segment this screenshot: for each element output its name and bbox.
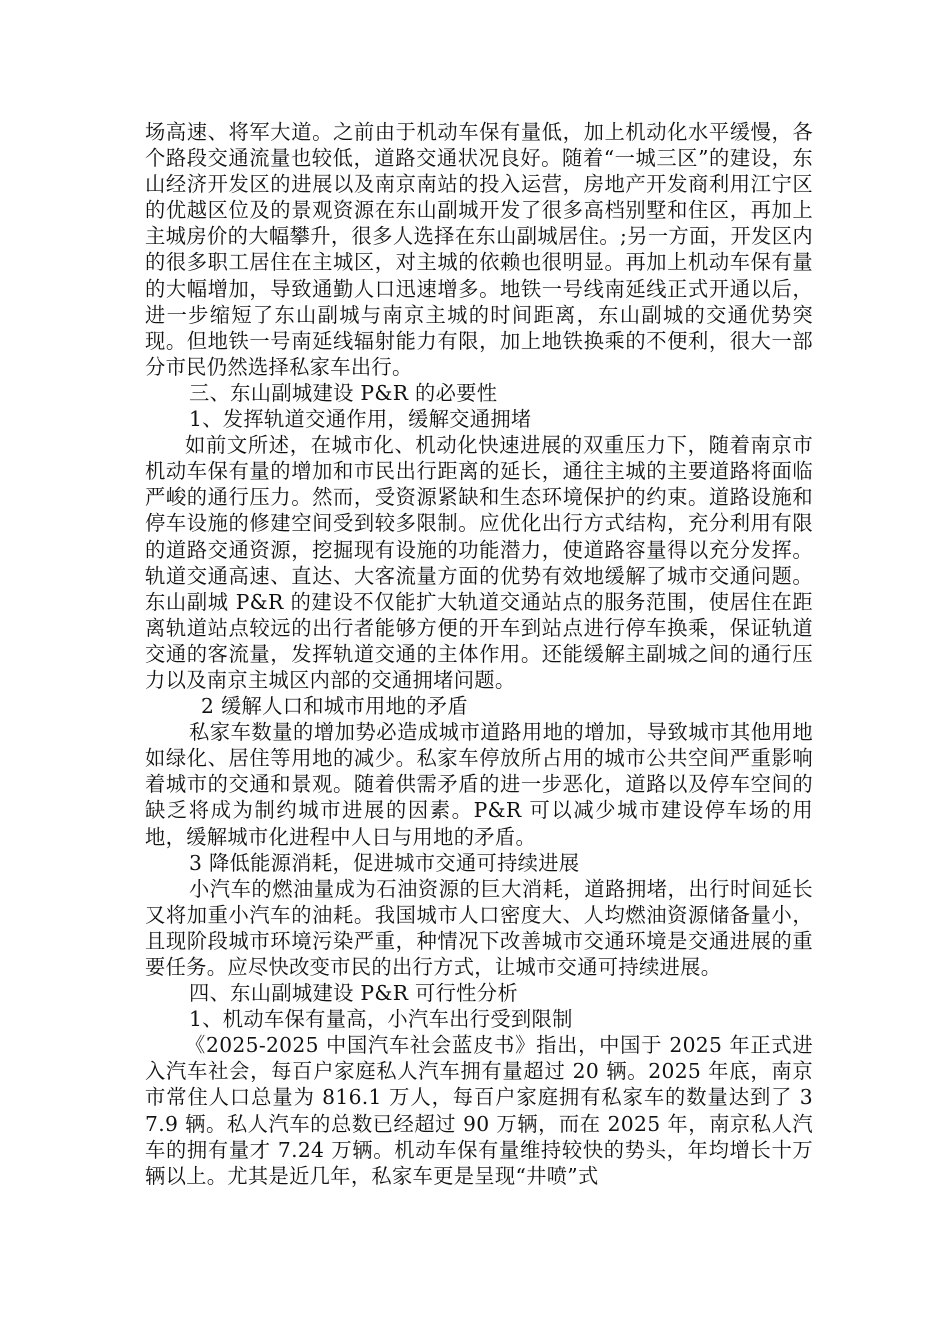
subsection-heading: 3 降低能源消耗，促进城市交通可持续进展 bbox=[189, 850, 580, 875]
subsection-heading: 1、机动车保有量高，小汽车出行受到限制 bbox=[189, 1007, 573, 1032]
body-paragraph: 私家车数量的增加势必造成城市道路用地的增加，导致城市其他用地如绿化、居住等用地的减少。私家车停放所占用的城市公共空间严重影响着城市的交通和景观。随着供需矛盾的进一步恶化，道路以及停车空间的缺乏将成为制约城市进展的因素。P&R 可以减少城市建设停车场的用地，缓解城市化进程中人日与用地的矛盾。 bbox=[145, 720, 813, 849]
subsection-heading: 1、发挥轨道交通作用，缓解交通拥堵 bbox=[189, 407, 532, 432]
document-page bbox=[145, 119, 813, 1189]
subsection-heading: 2 缓解人口和城市用地的矛盾 bbox=[201, 694, 468, 719]
body-paragraph: 《2025-2025 中国汽车社会蓝皮书》指出，中国于 2025 年正式进入汽车社会，每百户家庭私人汽车拥有量超过 20 辆。2025 年底，南京市常住人口总量为 816.1 万人，每百户家庭拥有私家车的数量达到了 37.9 辆。私人汽车的总数已经超过 90 万辆，而在 2025 年，南京私人汽车的拥有量才 7.24 万辆。机动车保有量维持较快的势头，年均增长十万辆以上。尤其是近几年，私家车更是呈现“井喷”式 bbox=[145, 1033, 813, 1188]
section-heading: 三、东山副城建设 P&R 的必要性 bbox=[189, 380, 498, 405]
body-paragraph: 如前文所述，在城市化、机动化快速进展的双重压力下，随着南京市机动车保有量的增加和市民出行距离的延长，通往主城的主要道路将面临严峻的通行压力。然而，受资源紧缺和生态环境保护的约束。道路设施和停车设施的修建空间受到较多限制。应优化出行方式结构，充分利用有限的道路交通资源，挖掘现有设施的功能潜力，使道路容量得以充分发挥。轨道交通高速、直达、大客流量方面的优势有效地缓解了城市交通问题。东山副城 P&R 的建设不仅能扩大轨道交通站点的服务范围，使居住在距离轨道站点较远的出行者能够方便的开车到站点进行停车换乘，保证轨道交通的客流量，发挥轨道交通的主体作用。还能缓解主副城之间的通行压力以及南京主城区内部的交通拥堵问题。 bbox=[145, 433, 813, 692]
section-heading: 四、东山副城建设 P&R 可行性分析 bbox=[189, 981, 518, 1006]
body-paragraph: 场高速、将军大道。之前由于机动车保有量低，加上机动化水平缓慢，各个路段交通流量也较低，道路交通状况良好。随着“一城三区”的建设，东山经济开发区的进展以及南京南站的投入运营，房地产开发商利用江宁区的优越区位及的景观资源在东山副城开发了很多高档别墅和住区，再加上主城房价的大幅攀升，很多人选择在东山副城居住。;另一方面，开发区内的很多职工居住在主城区，对主城的依赖也很明显。再加上机动车保有量的大幅增加，导致通勤人口迅速增多。地铁一号线南延线正式开通以后，进一步缩短了东山副城与南京主城的时间距离，东山副城的交通优势突现。但地铁一号南延线辐射能力有限，加上地铁换乘的不便利，很大一部分市民仍然选择私家车出行。 bbox=[145, 120, 813, 379]
body-paragraph: 小汽车的燃油量成为石油资源的巨大消耗，道路拥堵，出行时间延长又将加重小汽车的油耗。我国城市人口密度大、人均燃油资源储备量小，且现阶段城市环境污染严重，种情况下改善城市交通环境是交通进展的重要任务。应尽快改变市民的出行方式，让城市交通可持续进展。 bbox=[145, 876, 813, 979]
